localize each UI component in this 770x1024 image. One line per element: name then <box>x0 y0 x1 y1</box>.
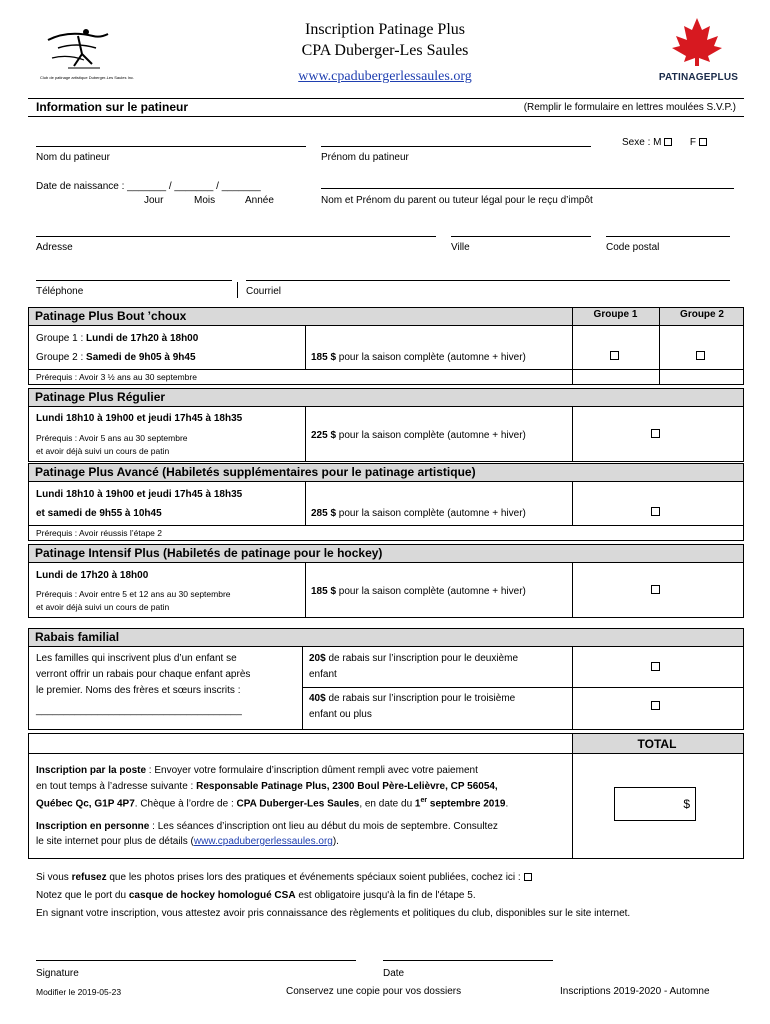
boutchoux-g2-checkbox[interactable] <box>696 351 705 360</box>
poste-line2 <box>36 781 498 792</box>
price-text: pour la saison complète (automne + hiver) <box>336 430 526 441</box>
prenom-field[interactable] <box>321 146 591 147</box>
photos-refuse-checkbox[interactable] <box>524 873 532 881</box>
r1-amount: 20$ <box>309 653 326 664</box>
casque-post: est obligatoire jusqu'à la fin de l'étape 5. <box>295 890 476 901</box>
price: 185 $ <box>311 352 337 363</box>
intensif-header <box>28 544 744 563</box>
signature-field[interactable] <box>36 960 356 961</box>
parent-label: Nom et Prénom du parent ou tuteur légal pour le reçu d’impôt <box>321 195 593 206</box>
rabais-desc3: le premier. Noms des frères et sœurs inscrits : <box>36 685 241 696</box>
skater-section-title: Information sur le patineur <box>36 100 189 114</box>
sexe-m-checkbox[interactable] <box>664 138 672 146</box>
poste-text2: en tout temps à l’adresse suivante : <box>36 781 197 792</box>
ville-label: Ville <box>451 242 470 253</box>
rabais-r1-line2: enfant <box>309 669 337 680</box>
siblings-field[interactable]: _____________________________________ <box>36 705 242 716</box>
boutchoux-col1: Groupe 1 <box>593 309 638 320</box>
photos-pre: Si vous <box>36 872 72 883</box>
g2-time: Samedi de 9h05 à 9h45 <box>86 352 196 363</box>
rabais-r2 <box>309 693 515 704</box>
modified-date: Modifier le 2019-05-23 <box>36 987 122 997</box>
poste-date-rest: septembre 2019 <box>427 798 506 810</box>
intensif-prereq2: et avoir déjà suivi un cours de patin <box>36 602 170 612</box>
row-divider <box>28 369 744 370</box>
patinage-plus-wordmark: PATINAGEPLUS <box>658 72 739 83</box>
personne-link[interactable]: www.cpadubergerlessaules.org <box>193 836 333 847</box>
boutchoux-prereq: Prérequis : Avoir 3 ½ ans au 30 septembre <box>36 372 197 382</box>
code-postal-label: Code postal <box>606 242 660 253</box>
total-label: TOTAL <box>637 737 677 751</box>
avance-checkbox[interactable] <box>651 507 660 516</box>
boutchoux-col2: Groupe 2 <box>680 309 724 320</box>
boutchoux-g1 <box>36 333 198 344</box>
regulier-header <box>28 388 744 407</box>
rabais-r2-checkbox[interactable] <box>651 701 660 710</box>
price-text: pour la saison complète (automne + hiver) <box>336 352 526 363</box>
avance-price <box>311 508 526 519</box>
personne-text: : Les séances d’inscription ont lieu au début du mois de septembre. Consultez <box>149 821 498 832</box>
date-label: Date <box>383 968 405 979</box>
total-divider <box>572 753 573 858</box>
price: 185 $ <box>311 586 337 597</box>
dob-jour: Jour <box>144 195 164 206</box>
avance-time1: Lundi 18h10 à 19h00 et jeudi 17h45 à 18h35 <box>36 489 243 500</box>
intensif-checkbox[interactable] <box>651 585 660 594</box>
poste-date-day: 1 <box>414 798 421 810</box>
boutchoux-g2 <box>36 352 196 363</box>
total-input[interactable] <box>614 787 696 821</box>
regulier-time: Lundi 18h10 à 19h00 et jeudi 17h45 à 18h35 <box>36 413 243 424</box>
sexe-group <box>622 137 707 148</box>
total-currency: $ <box>683 797 690 811</box>
avance-title: Patinage Plus Avancé (Habiletés supplémentaires pour le patinage artistique) <box>35 465 476 479</box>
photos-consent <box>36 872 532 883</box>
poste-address2: Québec Qc, G1P 4P7 <box>36 798 135 810</box>
adresse-label: Adresse <box>36 242 73 253</box>
telephone-field[interactable] <box>36 280 232 281</box>
nom-label: Nom du patineur <box>36 152 110 163</box>
intensif-title: Patinage Intensif Plus (Habiletés de patinage pour le hockey) <box>35 546 383 560</box>
personne-label: Inscription en personne <box>36 821 150 832</box>
g2-prefix: Groupe 2 : <box>36 352 87 363</box>
courriel-label: Courriel <box>246 286 282 297</box>
regulier-checkbox[interactable] <box>651 429 660 438</box>
row-divider <box>302 687 744 688</box>
poste-label: Inscription par la poste <box>36 765 147 776</box>
cell-divider <box>305 325 306 369</box>
cell-divider <box>305 481 306 525</box>
rabais-r1-checkbox[interactable] <box>651 662 660 671</box>
dob-annee: Année <box>245 195 274 206</box>
cell-divider <box>572 406 573 462</box>
price-text: pour la saison complète (automne + hiver) <box>336 508 526 519</box>
casque-note <box>36 890 476 901</box>
instructions: (Remplir le formulaire en lettres moulées S.V.P.) <box>523 102 736 113</box>
cell-divider <box>572 481 573 525</box>
sexe-label: Sexe : M <box>622 137 662 148</box>
poste-club: CPA Duberger-Les Saules <box>236 798 360 810</box>
rabais-desc1: Les familles qui inscrivent plus d’un enfant se <box>36 653 237 664</box>
poste-date-sup: er <box>420 797 428 804</box>
telephone-label: Téléphone <box>36 286 84 297</box>
regulier-price <box>311 430 526 441</box>
cell-divider <box>572 646 573 730</box>
courriel-field[interactable] <box>246 280 730 281</box>
sexe-f-label: F <box>689 137 696 148</box>
poste-line3 <box>36 797 508 809</box>
page-subtitle: CPA Duberger-Les Saules <box>301 42 469 59</box>
r1-text: de rabais sur l’inscription pour le deuxième <box>325 653 519 664</box>
poste-end: . <box>505 798 509 810</box>
price: 225 $ <box>311 430 337 441</box>
club-logo-caption: Club de patinage artistique Duberger-Les Saules Inc. <box>40 75 135 80</box>
nom-field[interactable] <box>36 146 306 147</box>
avance-header <box>28 463 744 482</box>
cell-divider <box>302 646 303 730</box>
avance-prereq: Prérequis : Avoir réussis l’étape 2 <box>36 528 162 538</box>
signing-note: En signant votre inscription, vous attestez avoir pris connaissance des règlements et politiques du club, disponibles sur le site internet. <box>36 908 631 919</box>
website-link-text[interactable]: www.cpadubergerlessaules.org <box>298 69 472 84</box>
date-field[interactable] <box>383 960 553 961</box>
rabais-title: Rabais familial <box>35 630 120 644</box>
price: 285 $ <box>311 508 337 519</box>
casque-pre: Notez que le port du <box>36 890 129 901</box>
session-label: Inscriptions 2019-2020 - Automne <box>560 986 710 997</box>
photos-post: que les photos prises lors des pratiques et événements spéciaux soient publiées, cochez ici : <box>106 872 524 883</box>
casque-bold: casque de hockey homologué CSA <box>128 890 296 901</box>
rabais-desc2: verront offrir un rabais pour chaque enfant après <box>36 669 251 680</box>
adresse-field[interactable] <box>36 236 436 237</box>
boutchoux-price <box>311 352 526 363</box>
g1-prefix: Groupe 1 : <box>36 333 87 344</box>
poste-cheque: . Chèque à l’ordre de : <box>134 798 237 810</box>
g1-time: Lundi de 17h20 à 18h00 <box>86 333 199 344</box>
poste-line1 <box>36 765 478 776</box>
personne-line1 <box>36 821 498 832</box>
patinage-plus-logo <box>650 16 745 88</box>
rabais-r1 <box>309 653 518 664</box>
code-postal-field[interactable] <box>606 236 730 237</box>
divider <box>237 282 238 298</box>
sexe-f-checkbox[interactable] <box>699 138 707 146</box>
cell-divider <box>305 406 306 462</box>
poste-date-pre: , en date du <box>359 798 415 810</box>
personne-end: ). <box>332 836 339 847</box>
rabais-r2-line2: enfant ou plus <box>309 709 372 720</box>
intensif-price <box>311 586 526 597</box>
poste-address: Responsable Patinage Plus, 2300 Boul Père-Lelièvre, CP 56054, <box>196 781 498 792</box>
skater-section-header <box>28 98 744 117</box>
r2-text: de rabais sur l’inscription pour le troisième <box>325 693 516 704</box>
regulier-title: Patinage Plus Régulier <box>35 390 166 404</box>
regulier-prereq2: et avoir déjà suivi un cours de patin <box>36 446 170 456</box>
rabais-header <box>28 628 744 647</box>
ville-field[interactable] <box>451 236 591 237</box>
signature-label: Signature <box>36 968 79 979</box>
keep-copy-note: Conservez une copie pour vos dossiers <box>286 986 462 997</box>
row-divider <box>28 525 744 526</box>
cell-divider <box>572 562 573 618</box>
regulier-prereq1: Prérequis : Avoir 5 ans au 30 septembre <box>36 433 188 443</box>
personne-text2: le site internet pour plus de détails ( <box>36 836 194 847</box>
boutchoux-g1-checkbox[interactable] <box>610 351 619 360</box>
r2-amount: 40$ <box>309 693 326 704</box>
maple-leaf-icon <box>650 16 745 66</box>
parent-field[interactable] <box>321 188 734 189</box>
intensif-prereq1: Prérequis : Avoir entre 5 et 12 ans au 30 septembre <box>36 589 231 599</box>
prenom-label: Prénom du patineur <box>321 152 409 163</box>
dob-label[interactable]: Date de naissance : _______ / _______ / _______ <box>36 181 261 192</box>
dob-mois: Mois <box>194 195 216 206</box>
personne-line2 <box>36 836 339 847</box>
page-title: Inscription Patinage Plus <box>305 21 465 38</box>
intensif-time: Lundi de 17h20 à 18h00 <box>36 570 149 581</box>
poste-text: : Envoyer votre formulaire d’inscription dûment rempli avec votre paiement <box>146 765 478 776</box>
price-text: pour la saison complète (automne + hiver) <box>336 586 526 597</box>
row-divider <box>28 753 572 754</box>
boutchoux-title: Patinage Plus Bout ’choux <box>35 309 187 323</box>
cell-divider <box>305 562 306 618</box>
avance-time2: et samedi de 9h55 à 10h45 <box>36 508 162 519</box>
photos-bold: refusez <box>71 872 107 883</box>
